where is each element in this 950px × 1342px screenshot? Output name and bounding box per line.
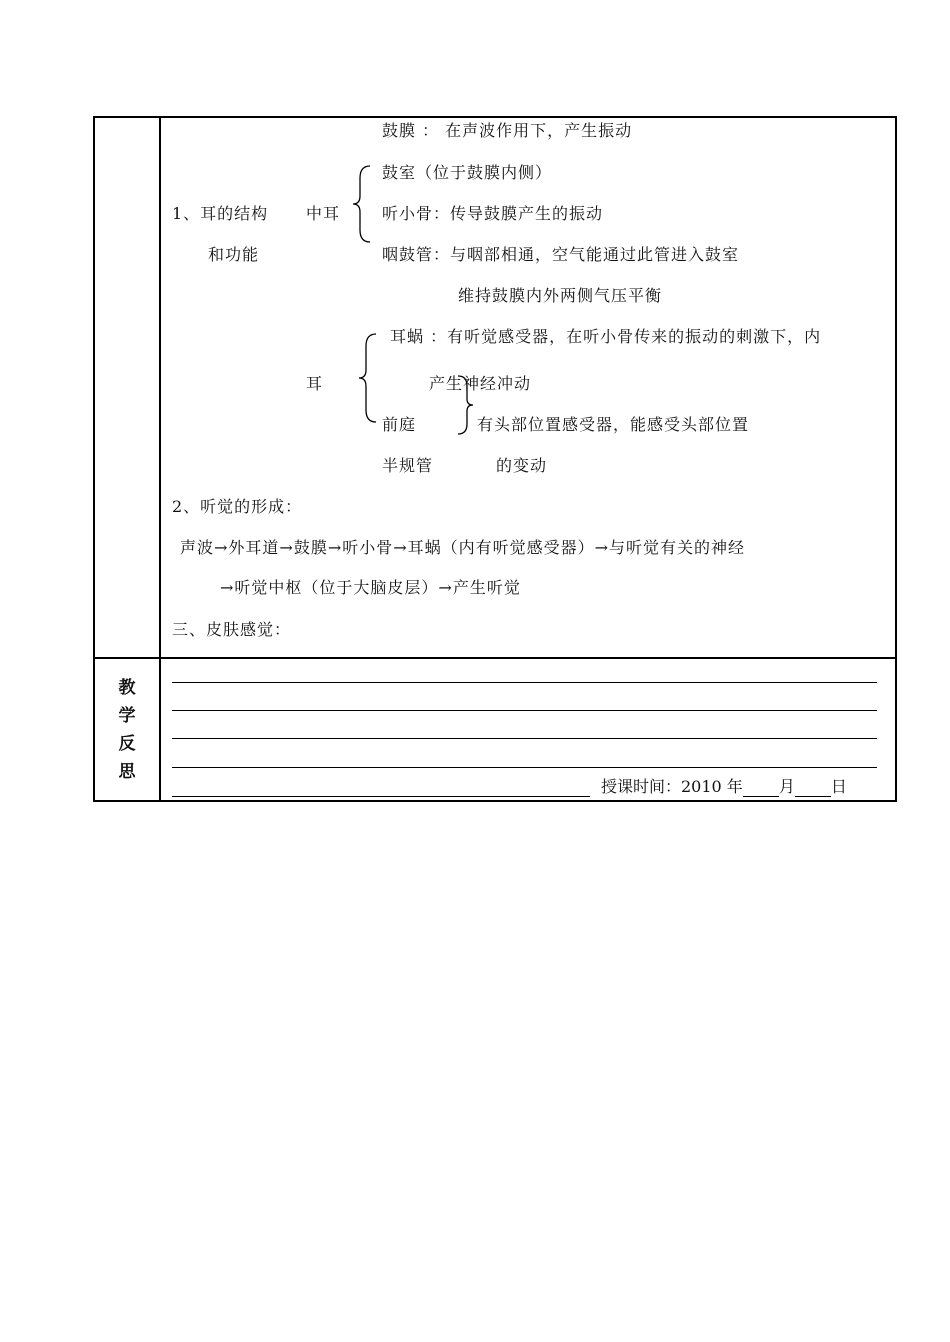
hearing-path-line1: 声波→外耳道→鼓膜→听小骨→耳蜗（内有听觉感受器）→与听觉有关的神经 — [180, 538, 746, 557]
reflection-line-4[interactable] — [172, 767, 877, 768]
vestibule-desc: 有头部位置感受器，能感受头部位置 — [477, 415, 750, 434]
section1-label-a: 1、耳的结构 — [172, 204, 269, 223]
ossicles: 听小骨：传导鼓膜产生的振动 — [382, 204, 604, 223]
inner-ear-label: 耳 — [306, 374, 324, 393]
cochlea-2: 产生神经冲动 — [429, 374, 532, 393]
semicircular-canals: 半规管 — [382, 456, 434, 475]
lesson-date — [601, 777, 847, 797]
drum-line: 鼓膜 ： 在声波作用下，产生振动 — [382, 121, 633, 140]
reflection-line-5[interactable] — [172, 796, 590, 797]
table-border-right — [895, 116, 897, 802]
day-label: 日 — [830, 777, 847, 796]
reflection-line-3[interactable] — [172, 738, 877, 739]
tympanic-cavity: 鼓室（位于鼓膜内侧） — [382, 163, 553, 182]
vestibule-brace — [455, 374, 475, 436]
column-divider — [159, 116, 161, 802]
eustachian-tube-2: 维持鼓膜内外两侧气压平衡 — [458, 286, 663, 305]
reflection-label — [112, 674, 142, 786]
vestibule: 前庭 — [382, 415, 417, 434]
reflection-char-3: 反 — [118, 734, 136, 754]
reflection-char-2: 学 — [118, 706, 136, 726]
day-blank[interactable] — [795, 780, 831, 797]
row-divider — [93, 657, 897, 659]
reflection-line-1[interactable] — [172, 682, 877, 683]
date-prefix: 授课时间：2010 年 — [601, 777, 743, 796]
reflection-char-1: 教 — [118, 678, 136, 698]
middle-ear-label: 中耳 — [306, 204, 341, 223]
month-blank[interactable] — [743, 780, 779, 797]
month-label: 月 — [778, 777, 795, 796]
section3-title: 三、皮肤感觉： — [172, 620, 292, 639]
middle-ear-brace — [350, 164, 374, 244]
reflection-line-2[interactable] — [172, 710, 877, 711]
reflection-char-4: 思 — [118, 762, 136, 782]
inner-ear-brace — [356, 332, 380, 424]
table-border-left — [93, 116, 95, 802]
semicircular-desc: 的变动 — [496, 456, 548, 475]
hearing-path-line2: →听觉中枢（位于大脑皮层）→产生听觉 — [220, 578, 521, 597]
section1-label-b: 和功能 — [208, 245, 260, 264]
section2-title: 2、听觉的形成： — [172, 497, 303, 516]
eustachian-tube: 咽鼓管：与咽部相通，空气能通过此管进入鼓室 — [382, 245, 740, 264]
table-border-top — [93, 116, 897, 118]
cochlea: 耳蜗 ：有听觉感受器，在听小骨传来的振动的刺激下，内 — [390, 327, 822, 346]
table-border-bottom — [93, 800, 897, 802]
